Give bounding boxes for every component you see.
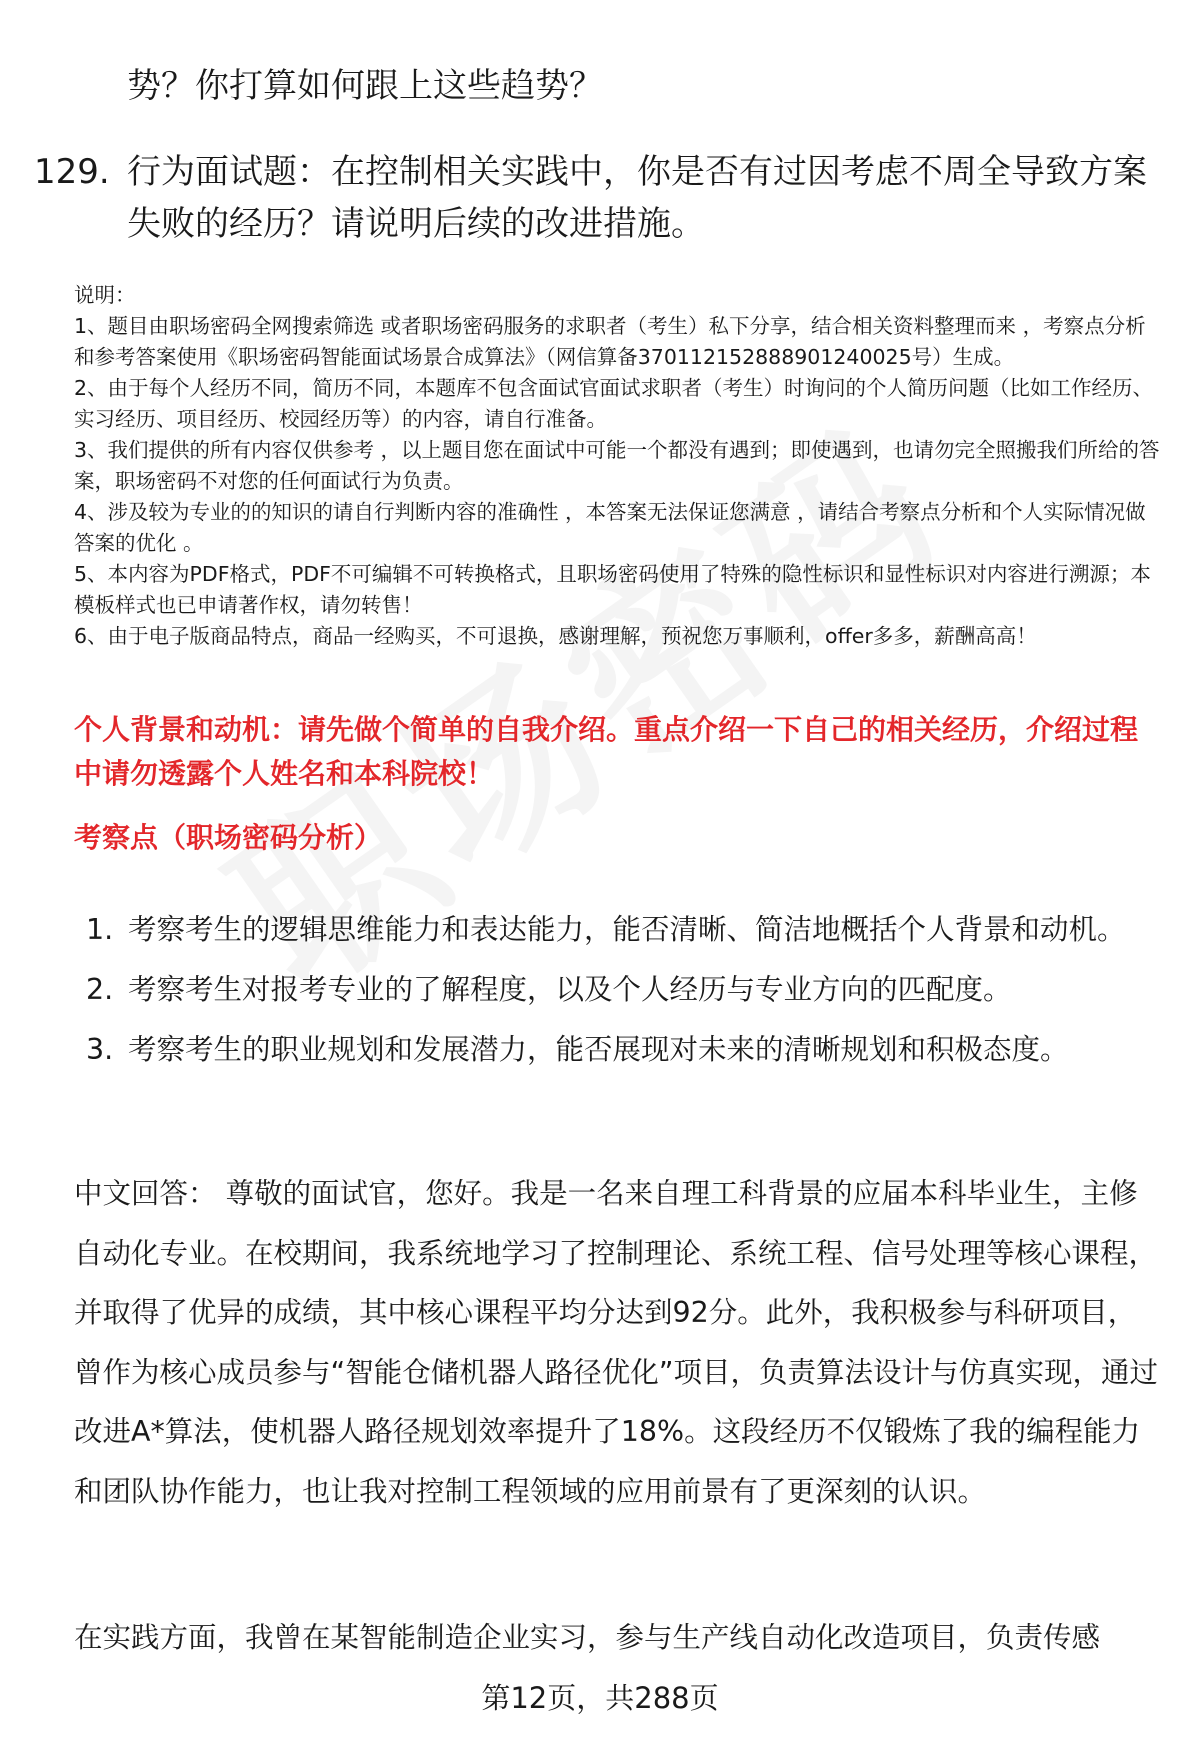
note-item: 4、涉及较为专业的的知识的请自行判断内容的准确性 ，本答案无法保证您满意 ，请结合考察点分析和个人实际情况做答案的优化 。 bbox=[74, 500, 1146, 555]
notes-title: 说明： bbox=[74, 283, 136, 307]
question-number: 129. bbox=[34, 152, 110, 192]
page-footer: 第12页，共288页 bbox=[481, 1681, 719, 1715]
note-item: 6、由于电子版商品特点，商品一经购买，不可退换，感谢理解，预祝您万事顺利，offer多多，薪酬高高！ bbox=[74, 624, 1037, 648]
list-item bbox=[0, 900, 1160, 960]
list-item bbox=[0, 1020, 1160, 1080]
question-continuation: 势？你打算如何跟上这些趋势？ bbox=[127, 66, 603, 106]
list-item-text: 考察考生的职业规划和发展潜力，能否展现对未来的清晰规划和积极态度。 bbox=[128, 1033, 1069, 1066]
answer-paragraph bbox=[74, 1164, 1164, 1521]
motivation-heading: 个人背景和动机：请先做个简单的自我介绍。重点介绍一下自己的相关经历，介绍过程中请勿透露个人姓名和本科院校！ bbox=[74, 713, 1139, 790]
note-item: 2、由于每个人经历不同，简历不同，本题库不包含面试官面试求职者（考生）时询问的个人简历问题（比如工作经历、实习经历、项目经历、校园经历等）的内容，请自行准备。 bbox=[74, 376, 1154, 431]
analysis-title: 考察点（职场密码分析） bbox=[74, 821, 383, 854]
list-item-number: 1. bbox=[86, 913, 114, 946]
notes-section bbox=[74, 280, 1164, 652]
analysis-list bbox=[0, 900, 1160, 1080]
note-item: 3、我们提供的所有内容仅供参考 ，以上题目您在面试中可能一个都没有遇到；即使遇到，也请勿完全照搬我们所给的答案，职场密码不对您的任何面试行为负责。 bbox=[74, 438, 1160, 493]
list-item-text: 考察考生对报考专业的了解程度，以及个人经历与专业方向的匹配度。 bbox=[128, 973, 1012, 1006]
answer-label: 中文回答： bbox=[74, 1177, 217, 1210]
answer-text: 尊敬的面试官，您好。我是一名来自理工科背景的应届本科毕业生，主修自动化专业。在校期间，我系统地学习了控制理论、系统工程、信号处理等核心课程，并取得了优异的成绩，其中核心课程平均分达到92分。此外，我积极参与科研项目，曾作为核心成员参与“智能仓储机器人路径优化”项目，负责算法设计与仿真实现，通过改进A*算法，使机器人路径规划效率提升了18%。这段经历不仅锻炼了我的编程能力和团队协作能力，也让我对控制工程领域的应用前景有了更深刻的认识。 bbox=[74, 1177, 1159, 1508]
list-item-text: 考察考生的逻辑思维能力和表达能力，能否清晰、简洁地概括个人背景和动机。 bbox=[128, 913, 1126, 946]
list-item-number: 2. bbox=[86, 973, 114, 1006]
list-item-number: 3. bbox=[86, 1033, 114, 1066]
note-item: 1、题目由职场密码全网搜索筛选 或者职场密码服务的求职者（考生）私下分享，结合相关资料整理而来 ，考察点分析和参考答案使用《职场密码智能面试场景合成算法》（网信算备370112152888901240025号）生成。 bbox=[74, 314, 1146, 369]
list-item bbox=[0, 960, 1160, 1020]
question-text: 行为面试题：在控制相关实践中，你是否有过因考虑不周全导致方案失败的经历？请说明后续的改进措施。 bbox=[127, 152, 1147, 244]
answer-paragraph-2: 在实践方面，我曾在某智能制造企业实习，参与生产线自动化改造项目，负责传感 bbox=[74, 1621, 1101, 1654]
note-item: 5、本内容为PDF格式，PDF不可编辑不可转换格式，且职场密码使用了特殊的隐性标识和显性标识对内容进行溯源；本模板样式也已申请著作权，请勿转售！ bbox=[74, 562, 1151, 617]
